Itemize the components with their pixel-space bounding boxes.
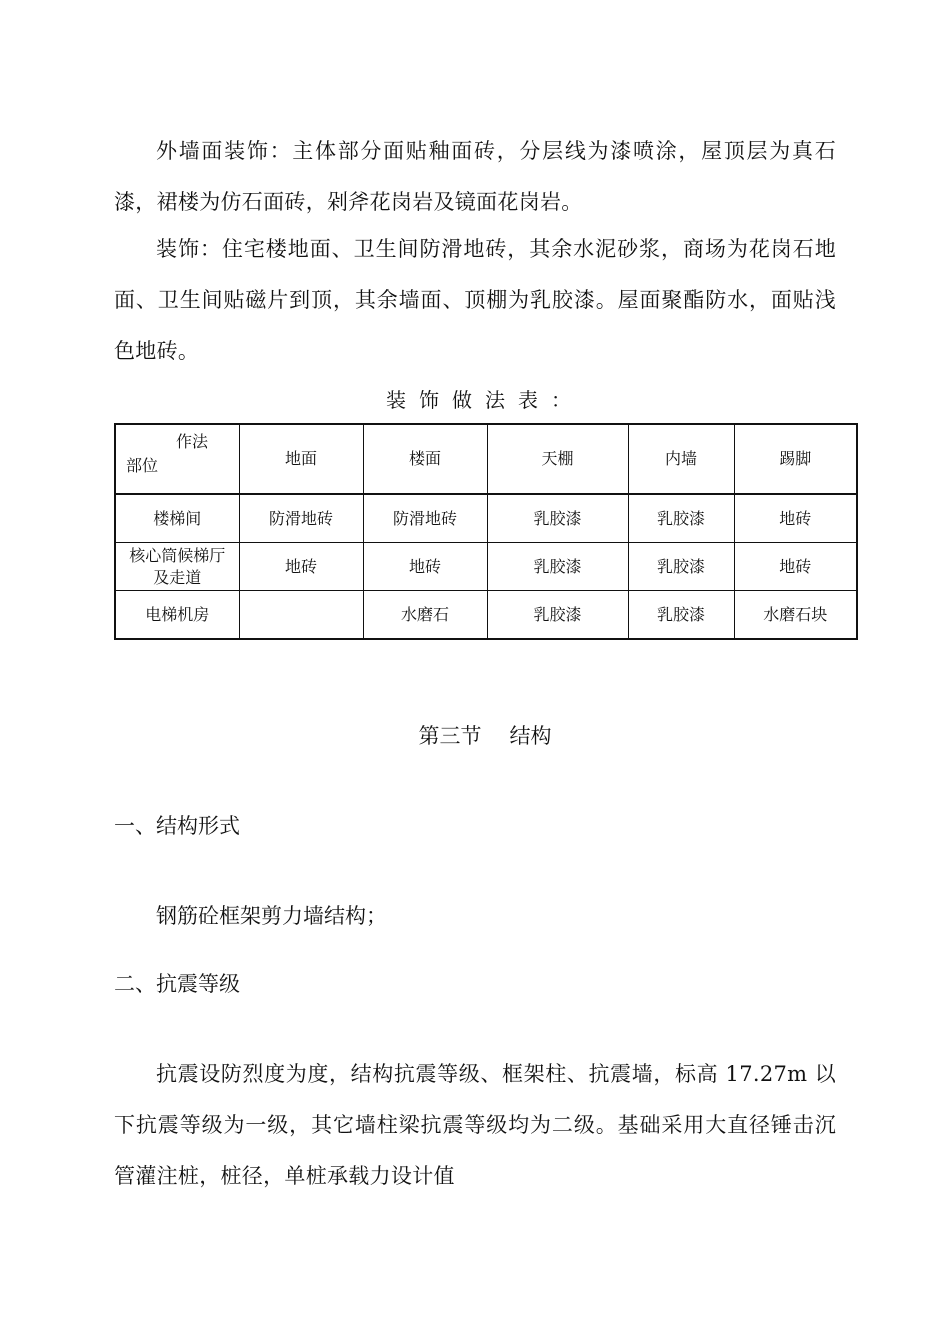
structure-form-heading: 一、结构形式 <box>114 814 240 838</box>
corner-header-cell <box>115 424 239 494</box>
table-row <box>115 494 857 543</box>
table-row <box>115 543 857 591</box>
table-cell: 地砖 <box>734 543 857 591</box>
table-cell: 乳胶漆 <box>487 543 628 591</box>
section-number: 第三节 <box>418 724 482 748</box>
header-cell: 地面 <box>239 424 363 494</box>
seismic-grade-heading: 二、抗震等级 <box>114 972 240 996</box>
table-cell: 乳胶漆 <box>487 494 628 543</box>
header-cell: 楼面 <box>363 424 487 494</box>
section-title <box>114 718 856 754</box>
table-cell <box>239 591 363 640</box>
header-cell: 天棚 <box>487 424 628 494</box>
table-cell: 水磨石 <box>363 591 487 640</box>
row-part-cell: 核心筒候梯厅及走道 <box>115 543 239 591</box>
table-cell: 水磨石块 <box>734 591 857 640</box>
corner-part-label: 部位 <box>126 456 159 475</box>
structure-form-text: 钢筋砼框架剪力墙结构； <box>156 904 387 928</box>
table-title: 装饰做法表： <box>386 388 584 412</box>
header-cell: 内墙 <box>628 424 734 494</box>
table-cell: 地砖 <box>239 543 363 591</box>
table-cell: 地砖 <box>734 494 857 543</box>
table-cell: 防滑地砖 <box>363 494 487 543</box>
corner-method-label: 作法 <box>176 432 209 451</box>
decoration-paragraph: 装饰：住宅楼地面、卫生间防滑地砖，其余水泥砂浆，商场为花岗石地面、卫生间贴磁片到顶，其余墙面、顶棚为乳胶漆。屋面聚酯防水，面贴浅色地砖。 <box>114 237 836 363</box>
table-row <box>115 591 857 640</box>
table-cell: 乳胶漆 <box>628 591 734 640</box>
table-cell: 乳胶漆 <box>628 543 734 591</box>
header-cell: 踢脚 <box>734 424 857 494</box>
decoration-table <box>114 423 858 640</box>
seismic-grade-paragraph: 抗震设防烈度为度，结构抗震等级、框架柱、抗震墙，标高 17.27m 以下抗震等级为一级，其它墙柱梁抗震等级均为二级。基础采用大直径锤击沉管灌注桩，桩径，单桩承载力设计值 <box>114 1062 836 1188</box>
table-cell: 乳胶漆 <box>487 591 628 640</box>
table-cell: 地砖 <box>363 543 487 591</box>
table-header-row <box>115 424 857 494</box>
table-cell: 乳胶漆 <box>628 494 734 543</box>
row-part-cell: 楼梯间 <box>115 494 239 543</box>
exterior-wall-paragraph: 外墙面装饰：主体部分面贴釉面砖，分层线为漆喷涂，屋顶层为真石漆，裙楼为仿石面砖，剁斧花岗岩及镜面花岗岩。 <box>114 139 836 214</box>
section-name: 结构 <box>509 724 552 748</box>
row-part-cell: 电梯机房 <box>115 591 239 640</box>
table-cell: 防滑地砖 <box>239 494 363 543</box>
